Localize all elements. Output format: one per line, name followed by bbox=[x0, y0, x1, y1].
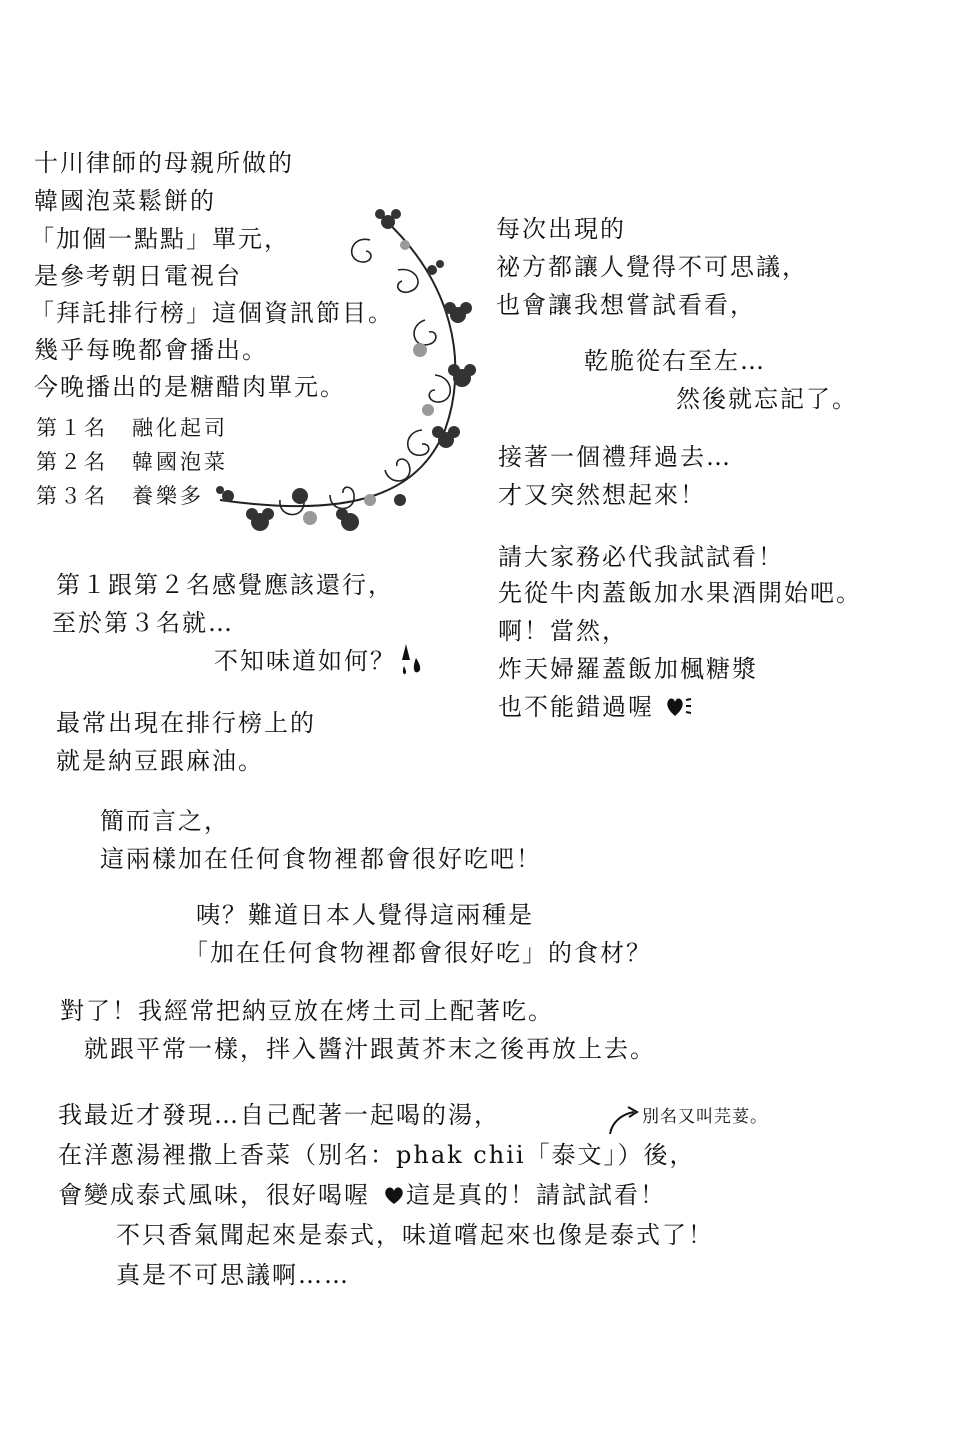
right-try-line: 也不能錯過喔 bbox=[498, 693, 654, 721]
heart-icon bbox=[384, 1186, 404, 1206]
right-try-line: 請大家務必代我試試看！ bbox=[498, 543, 784, 571]
right-week-line: 才又突然想起來！ bbox=[498, 481, 706, 509]
right-top-line: 每次出現的 bbox=[496, 215, 626, 243]
right-mid-line: 乾脆從右至左… bbox=[584, 347, 766, 375]
right-try-line: 啊！當然， bbox=[498, 617, 628, 645]
summary-line: 簡而言之， bbox=[100, 807, 230, 835]
left-intro-line: 今晚播出的是糖醋肉單元。 bbox=[34, 373, 346, 401]
rank-label: 第２名 bbox=[36, 450, 108, 474]
left-intro-line: 「拜託排行榜」這個資訊節目。 bbox=[30, 299, 394, 327]
soup-line: 我最近才發現…自己配著一起喝的湯， bbox=[58, 1101, 500, 1129]
soup-line: 不只香氣聞起來是泰式，味道嚐起來也像是泰式了！ bbox=[116, 1221, 714, 1249]
soup-line: 在洋蔥湯裡撒上香菜（別名：phak chii「泰文」）後， bbox=[58, 1141, 696, 1169]
left-frequent-line: 就是納豆跟麻油。 bbox=[56, 747, 264, 775]
left-frequent-line: 最常出現在排行榜上的 bbox=[56, 709, 316, 737]
rank-item: 韓國泡菜 bbox=[132, 450, 228, 474]
question-line: 咦？難道日本人覺得這兩種是 bbox=[196, 901, 534, 929]
left-comment-tail: 不知味道如何？ bbox=[214, 647, 396, 675]
rank-item: 融化起司 bbox=[132, 416, 228, 440]
left-comment-line: 第１跟第２名感覺應該還行， bbox=[56, 571, 394, 599]
rank-label: 第３名 bbox=[36, 484, 108, 508]
right-week-line: 接著一個禮拜過去… bbox=[498, 443, 732, 471]
toast-line: 對了！我經常把納豆放在烤土司上配著吃。 bbox=[60, 997, 554, 1025]
left-intro-line: 韓國泡菜鬆餅的 bbox=[34, 187, 216, 215]
right-mid-line: 然後就忘記了。 bbox=[676, 385, 858, 413]
left-intro-line: 十川律師的母親所做的 bbox=[34, 149, 294, 177]
right-top-line: 祕方都讓人覺得不可思議， bbox=[496, 253, 808, 281]
left-intro-line: 幾乎每晚都會播出。 bbox=[34, 336, 268, 364]
left-comment-line: 至於第３名就… bbox=[52, 609, 234, 637]
heart-icon bbox=[666, 696, 692, 718]
side-note: 別名又叫芫荽。 bbox=[642, 1107, 768, 1127]
soup-line: 這是真的！請試試看！ bbox=[406, 1181, 666, 1209]
right-try-line: 先從牛肉蓋飯加水果酒開始吧。 bbox=[498, 579, 862, 607]
sweat-drops-icon bbox=[400, 642, 424, 678]
left-intro-line: 「加個一點點」單元， bbox=[30, 225, 290, 253]
right-try-line: 炸天婦羅蓋飯加楓糖漿 bbox=[498, 655, 758, 683]
soup-line: 會變成泰式風味，很好喝喔 bbox=[58, 1181, 370, 1209]
rank-label: 第１名 bbox=[36, 416, 108, 440]
summary-line: 這兩樣加在任何食物裡都會很好吃吧！ bbox=[100, 845, 542, 873]
floral-wreath-decoration bbox=[200, 200, 500, 560]
question-line: 「加在任何食物裡都會很好吃」的食材？ bbox=[184, 939, 652, 967]
toast-line: 就跟平常一樣，拌入醬汁跟黃芥末之後再放上去。 bbox=[84, 1035, 656, 1063]
left-intro-line: 是參考朝日電視台 bbox=[34, 262, 242, 290]
rank-item: 養樂多 bbox=[132, 484, 204, 508]
curved-arrow-icon bbox=[606, 1106, 640, 1136]
soup-line: 真是不可思議啊…… bbox=[116, 1261, 350, 1289]
right-top-line: 也會讓我想嘗試看看， bbox=[496, 291, 756, 319]
